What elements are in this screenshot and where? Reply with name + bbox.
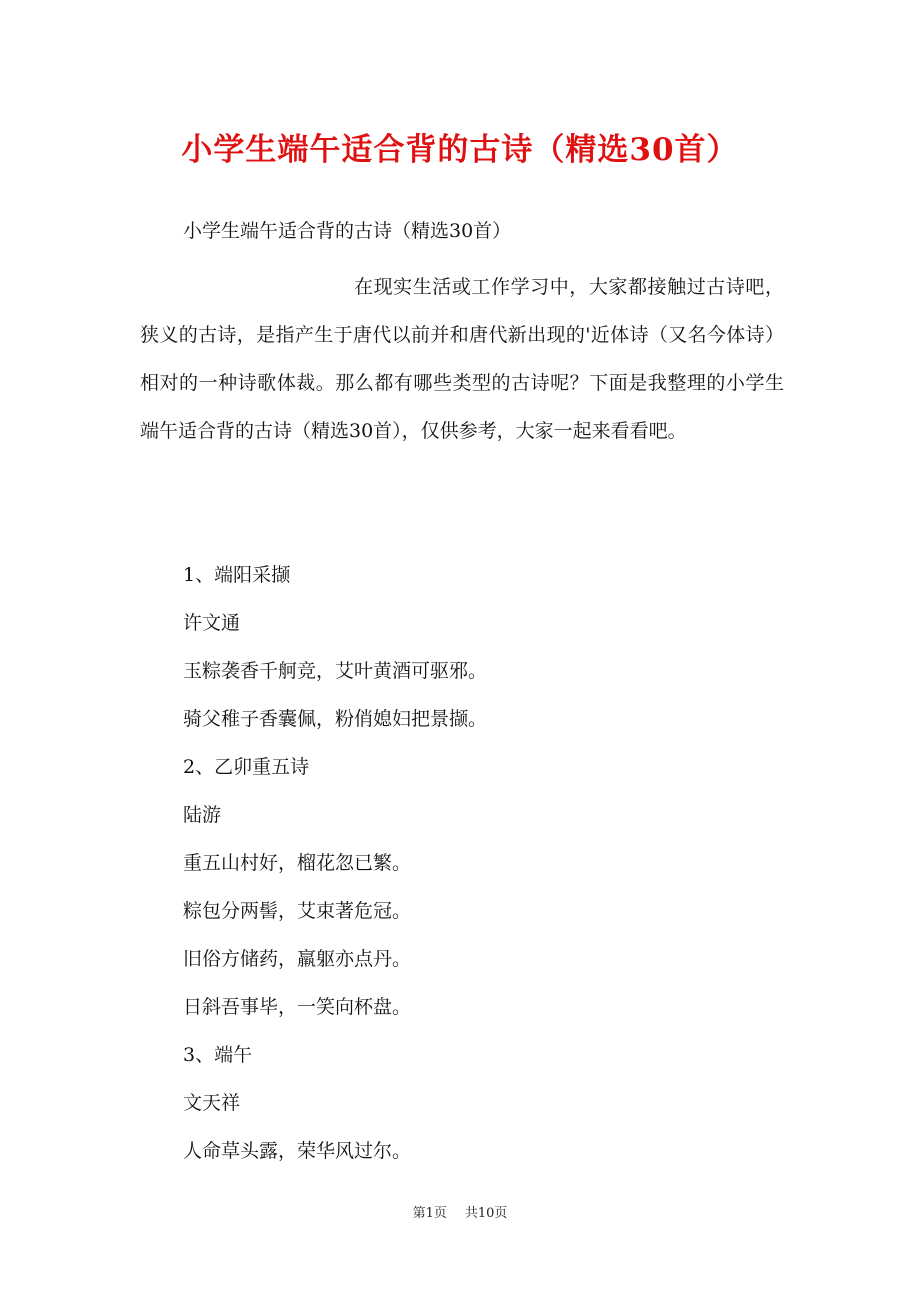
page-number: 第1页 [412, 1206, 447, 1221]
document-subtitle: 小学生端午适合背的古诗（精选30首） [183, 220, 512, 242]
document-title: 小学生端午适合背的古诗（精选30首） [181, 132, 739, 168]
poem-list [183, 551, 783, 1175]
page-footer [0, 1204, 920, 1224]
poem-heading-3: 3、端午 [183, 1044, 253, 1066]
poem-line: 重五山村好，榴花忽已繁。 [183, 852, 412, 874]
poem-author-2: 陆游 [183, 804, 222, 826]
intro-paragraph: 在现实生活或工作学习中，大家都接触过古诗吧，狭义的古诗，是指产生于唐代以前并和唐代新出现的'近体诗（又名今体诗）相对的一种诗歌体裁。那么都有哪些类型的古诗呢？下面是我整理的小学生端午适合背的古诗（精选30首），仅供参考，大家一起来看看吧。 [140, 276, 784, 442]
poem-line: 旧俗方储药，羸躯亦点丹。 [183, 948, 412, 970]
poem-heading-2: 2、乙卯重五诗 [183, 756, 310, 778]
poem-author-3: 文天祥 [183, 1092, 241, 1114]
poem-author-1: 许文通 [183, 612, 241, 634]
poem-line: 骑父稚子香囊佩，粉俏媳妇把景撷。 [183, 708, 488, 730]
poem-line: 人命草头露，荣华风过尔。 [183, 1140, 412, 1162]
poem-heading-1: 1、端阳采撷 [183, 564, 291, 586]
page-total: 共10页 [464, 1206, 508, 1221]
poem-line: 玉粽袭香千舸竞，艾叶黄酒可驱邪。 [183, 660, 488, 682]
poem-line: 日斜吾事毕，一笑向杯盘。 [183, 996, 412, 1018]
poem-line: 粽包分两髻，艾束著危冠。 [183, 900, 412, 922]
